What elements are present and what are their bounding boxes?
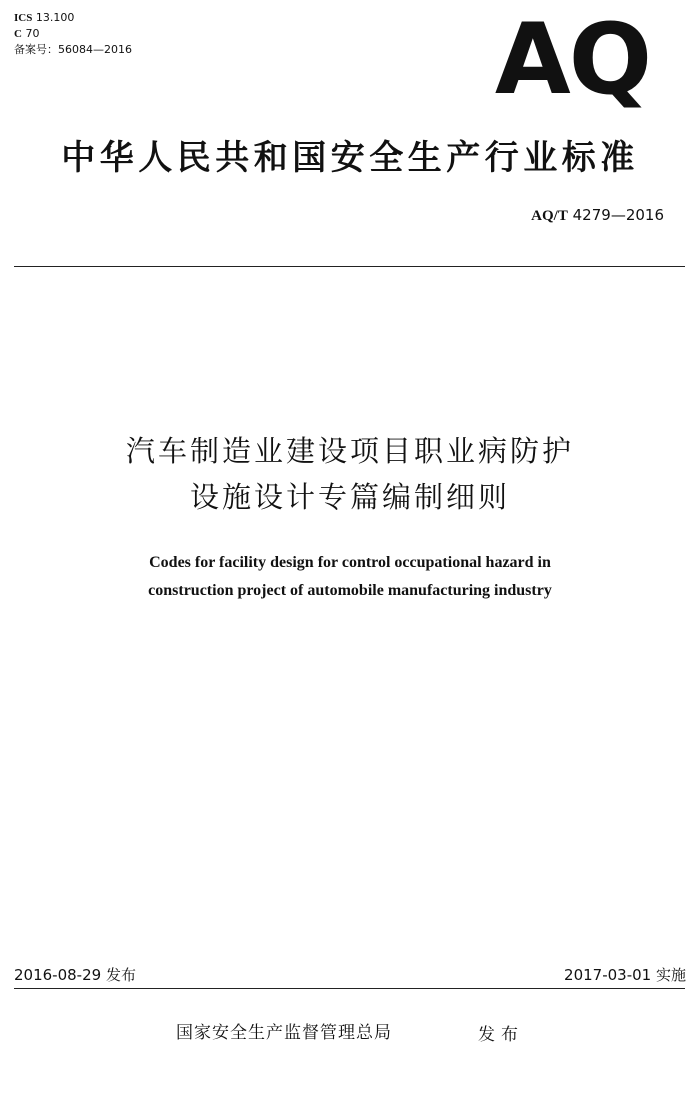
implementation-date: 2017-03-01 实施 bbox=[564, 966, 686, 984]
document-title-en bbox=[0, 549, 700, 605]
bottom-divider bbox=[14, 988, 685, 989]
standard-number bbox=[531, 206, 664, 225]
classification-block bbox=[14, 10, 132, 57]
title-zh-line2: 设施设计专篇编制细则 bbox=[189, 480, 510, 514]
ics-line bbox=[14, 10, 132, 26]
publisher-name: 国家安全生产监督管理总局 bbox=[176, 1023, 392, 1043]
filing-line bbox=[14, 42, 132, 57]
title-en-line1: Codes for facility design for control occupational hazard in bbox=[149, 554, 551, 571]
document-title-zh bbox=[0, 428, 700, 520]
publish-label: 发布 bbox=[478, 1025, 524, 1045]
top-divider bbox=[14, 266, 685, 267]
filing-label: 备案号： bbox=[14, 43, 58, 56]
ics-code: 13.100 bbox=[35, 11, 75, 24]
standard-number-prefix: AQ/T bbox=[531, 208, 568, 224]
standard-category-title: 中华人民共和国安全生产行业标准 bbox=[61, 138, 639, 178]
aq-logo: AQ bbox=[494, 3, 650, 117]
filing-number: 56084—2016 bbox=[58, 43, 132, 56]
standard-number-value: 4279—2016 bbox=[572, 206, 664, 224]
ccs-code: 70 bbox=[25, 27, 40, 40]
issue-date: 2016-08-29 发布 bbox=[14, 966, 136, 984]
title-zh-line1: 汽车制造业建设项目职业病防护 bbox=[125, 434, 574, 468]
ccs-label: C bbox=[14, 28, 22, 40]
title-en-line2: construction project of automobile manufacturing industry bbox=[148, 582, 552, 599]
ics-label: ICS bbox=[14, 12, 33, 24]
ccs-line bbox=[14, 26, 132, 42]
